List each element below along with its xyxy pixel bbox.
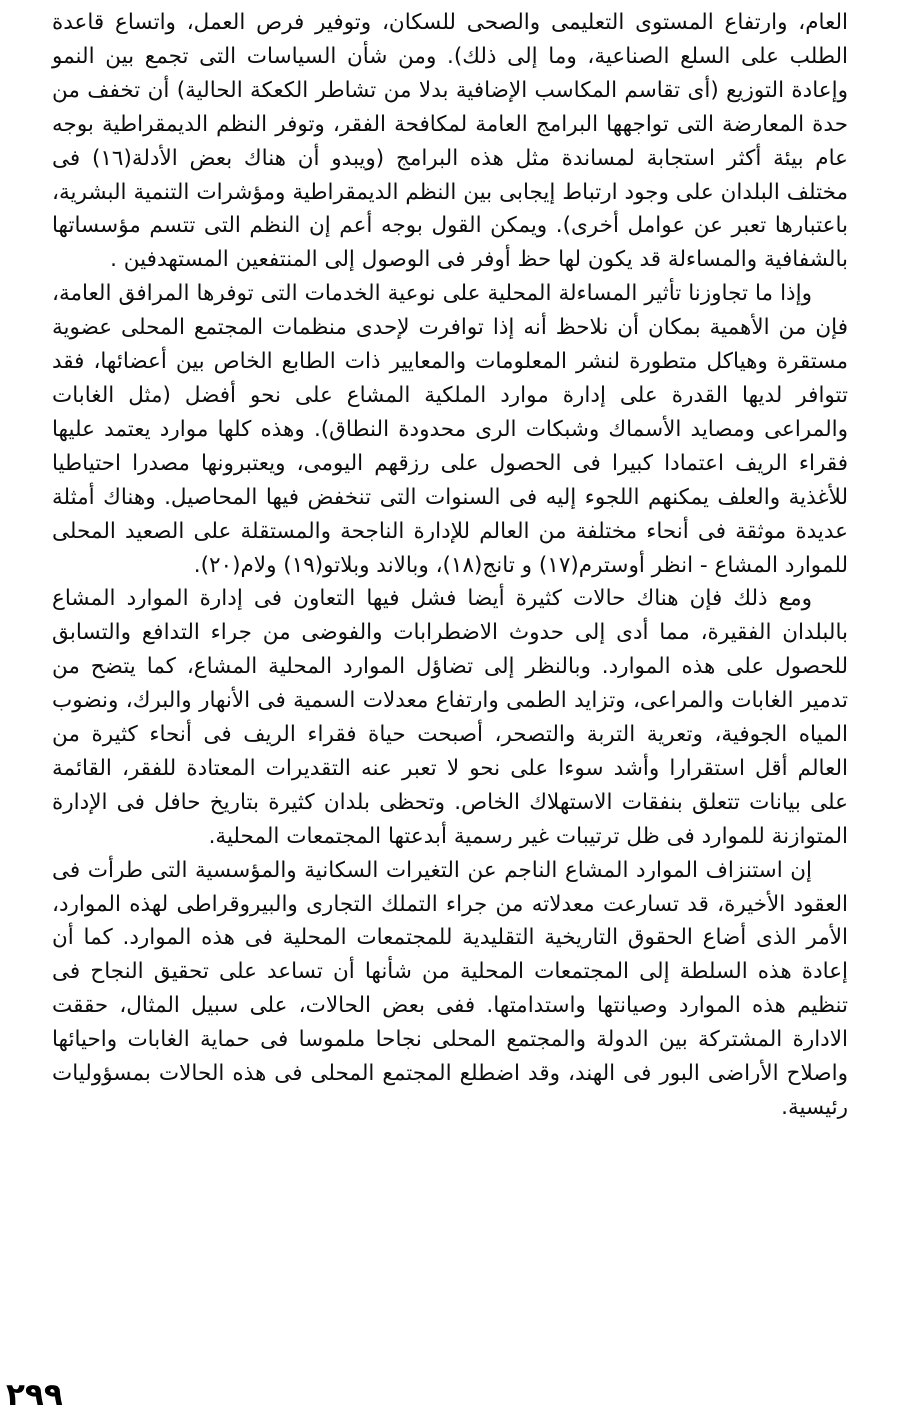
paragraph-4: إن استنزاف الموارد المشاع الناجم عن التغيرات السكانية والمؤسسية التى طرأت فى العقود الأخيرة، قد تسارعت معدلاته من جراء التملك التجارى والبيروقراطى لهذه الموارد، الأمر الذى أضاع الحقوق التاريخية التقليدية للمجتمعات المحلية فى هذه الموارد. كما أن إعادة هذه السلطة إلى المجتمعات المحلية من شأنها أن تساعد على تحقيق النجاح فى تنظيم هذه الموارد وصيانتها واستدامتها. ففى بعض الحالات، على سبيل المثال، حققت الادارة المشتركة بين الدولة والمجتمع المحلى نجاحا ملموسا فى حماية الغابات واحيائها واصلاح الأراضى البور فى الهند، وقد اضطلع المجتمع المحلى فى هذه الحالات بمسؤوليات رئيسية.: [52, 857, 848, 1120]
text-column: [52, 6, 848, 1125]
paragraph-2: وإذا ما تجاوزنا تأثير المساءلة المحلية على نوعية الخدمات التى توفرها المرافق العامة، فإن من الأهمية بمكان أن نلاحظ أنه إذا توافرت لإحدى منظمات المجتمع المحلى عضوية مستقرة وهياكل متطورة لنشر المعلومات والمعايير ذات الطابع الخاص بين أعضائها، فقد تتوافر لديها القدرة على إدارة موارد الملكية المشاع على نحو أفضل (مثل الغابات والمراعى ومصايد الأسماك وشبكات الرى محدودة النطاق). وهذه كلها موارد يعتمد عليها فقراء الريف اعتمادا كبيرا فى الحصول على رزقهم اليومى، ويعتبرونها مصدرا احتياطيا للأغذية والعلف يمكنهم اللجوء إليه فى السنوات التى تنخفض فيها المحاصيل. وهناك أمثلة عديدة موثقة فى أنحاء مختلفة من العالم للإدارة الناجحة والمستقلة على الصعيد المحلى للموارد المشاع - انظر أوسترم(١٧) و تانج(١٨)، وبالاند وبلاتو(١٩) ولام(٢٠).: [52, 281, 848, 578]
page-number: ٢٩٩: [6, 1377, 63, 1413]
paragraph-3: ومع ذلك فإن هناك حالات كثيرة أيضا فشل فيها التعاون فى إدارة الموارد المشاع بالبلدان الفقيرة، مما أدى إلى حدوث الاضطرابات والفوضى من جراء التدافع والتسابق للحصول على هذه الموارد. وبالنظر إلى تضاؤل الموارد المحلية المشاع، كما يتضح من تدمير الغابات والمراعى، وتزايد الطمى وارتفاع معدلات السمية فى الأنهار والبرك، ونضوب المياه الجوفية، وتعرية التربة والتصحر، أصبحت حياة فقراء الريف فى أنحاء كثيرة من العالم أقل استقرارا وأشد سوءا على نحو لا تعبر عنه التقديرات المعتادة للفقر، القائمة على بيانات تتعلق بنفقات الاستهلاك الخاص. وتحظى بلدان كثيرة بتاريخ حافل فى الإدارة المتوازنة للموارد فى ظل ترتيبات غير رسمية أبدعتها المجتمعات المحلية.: [52, 586, 848, 849]
paragraph-1: العام، وارتفاع المستوى التعليمى والصحى للسكان، وتوفير فرص العمل، واتساع قاعدة الطلب على السلع الصناعية، وما إلى ذلك). ومن شأن السياسات التى تجمع بين النمو وإعادة التوزيع (أى تقاسم المكاسب الإضافية بدلا من تشاطر الكعكة الحالية) أن تخفف من حدة المعارضة التى تواجهها البرامج العامة لمكافحة الفقر، وتوفر النظم الديمقراطية بوجه عام بيئة أكثر استجابة لمساندة مثل هذه البرامج (ويبدو أن هناك بعض الأدلة(١٦) فى مختلف البلدان على وجود ارتباط إيجابى بين النظم الديمقراطية ومؤشرات التنمية البشرية، باعتبارها تعبر عن عوامل أخرى). ويمكن القول بوجه أعم إن النظم التى تتسم مؤسساتها بالشفافية والمساءلة قد يكون لها حظ أوفر فى الوصول إلى المنتفعين المستهدفين .: [52, 10, 848, 273]
